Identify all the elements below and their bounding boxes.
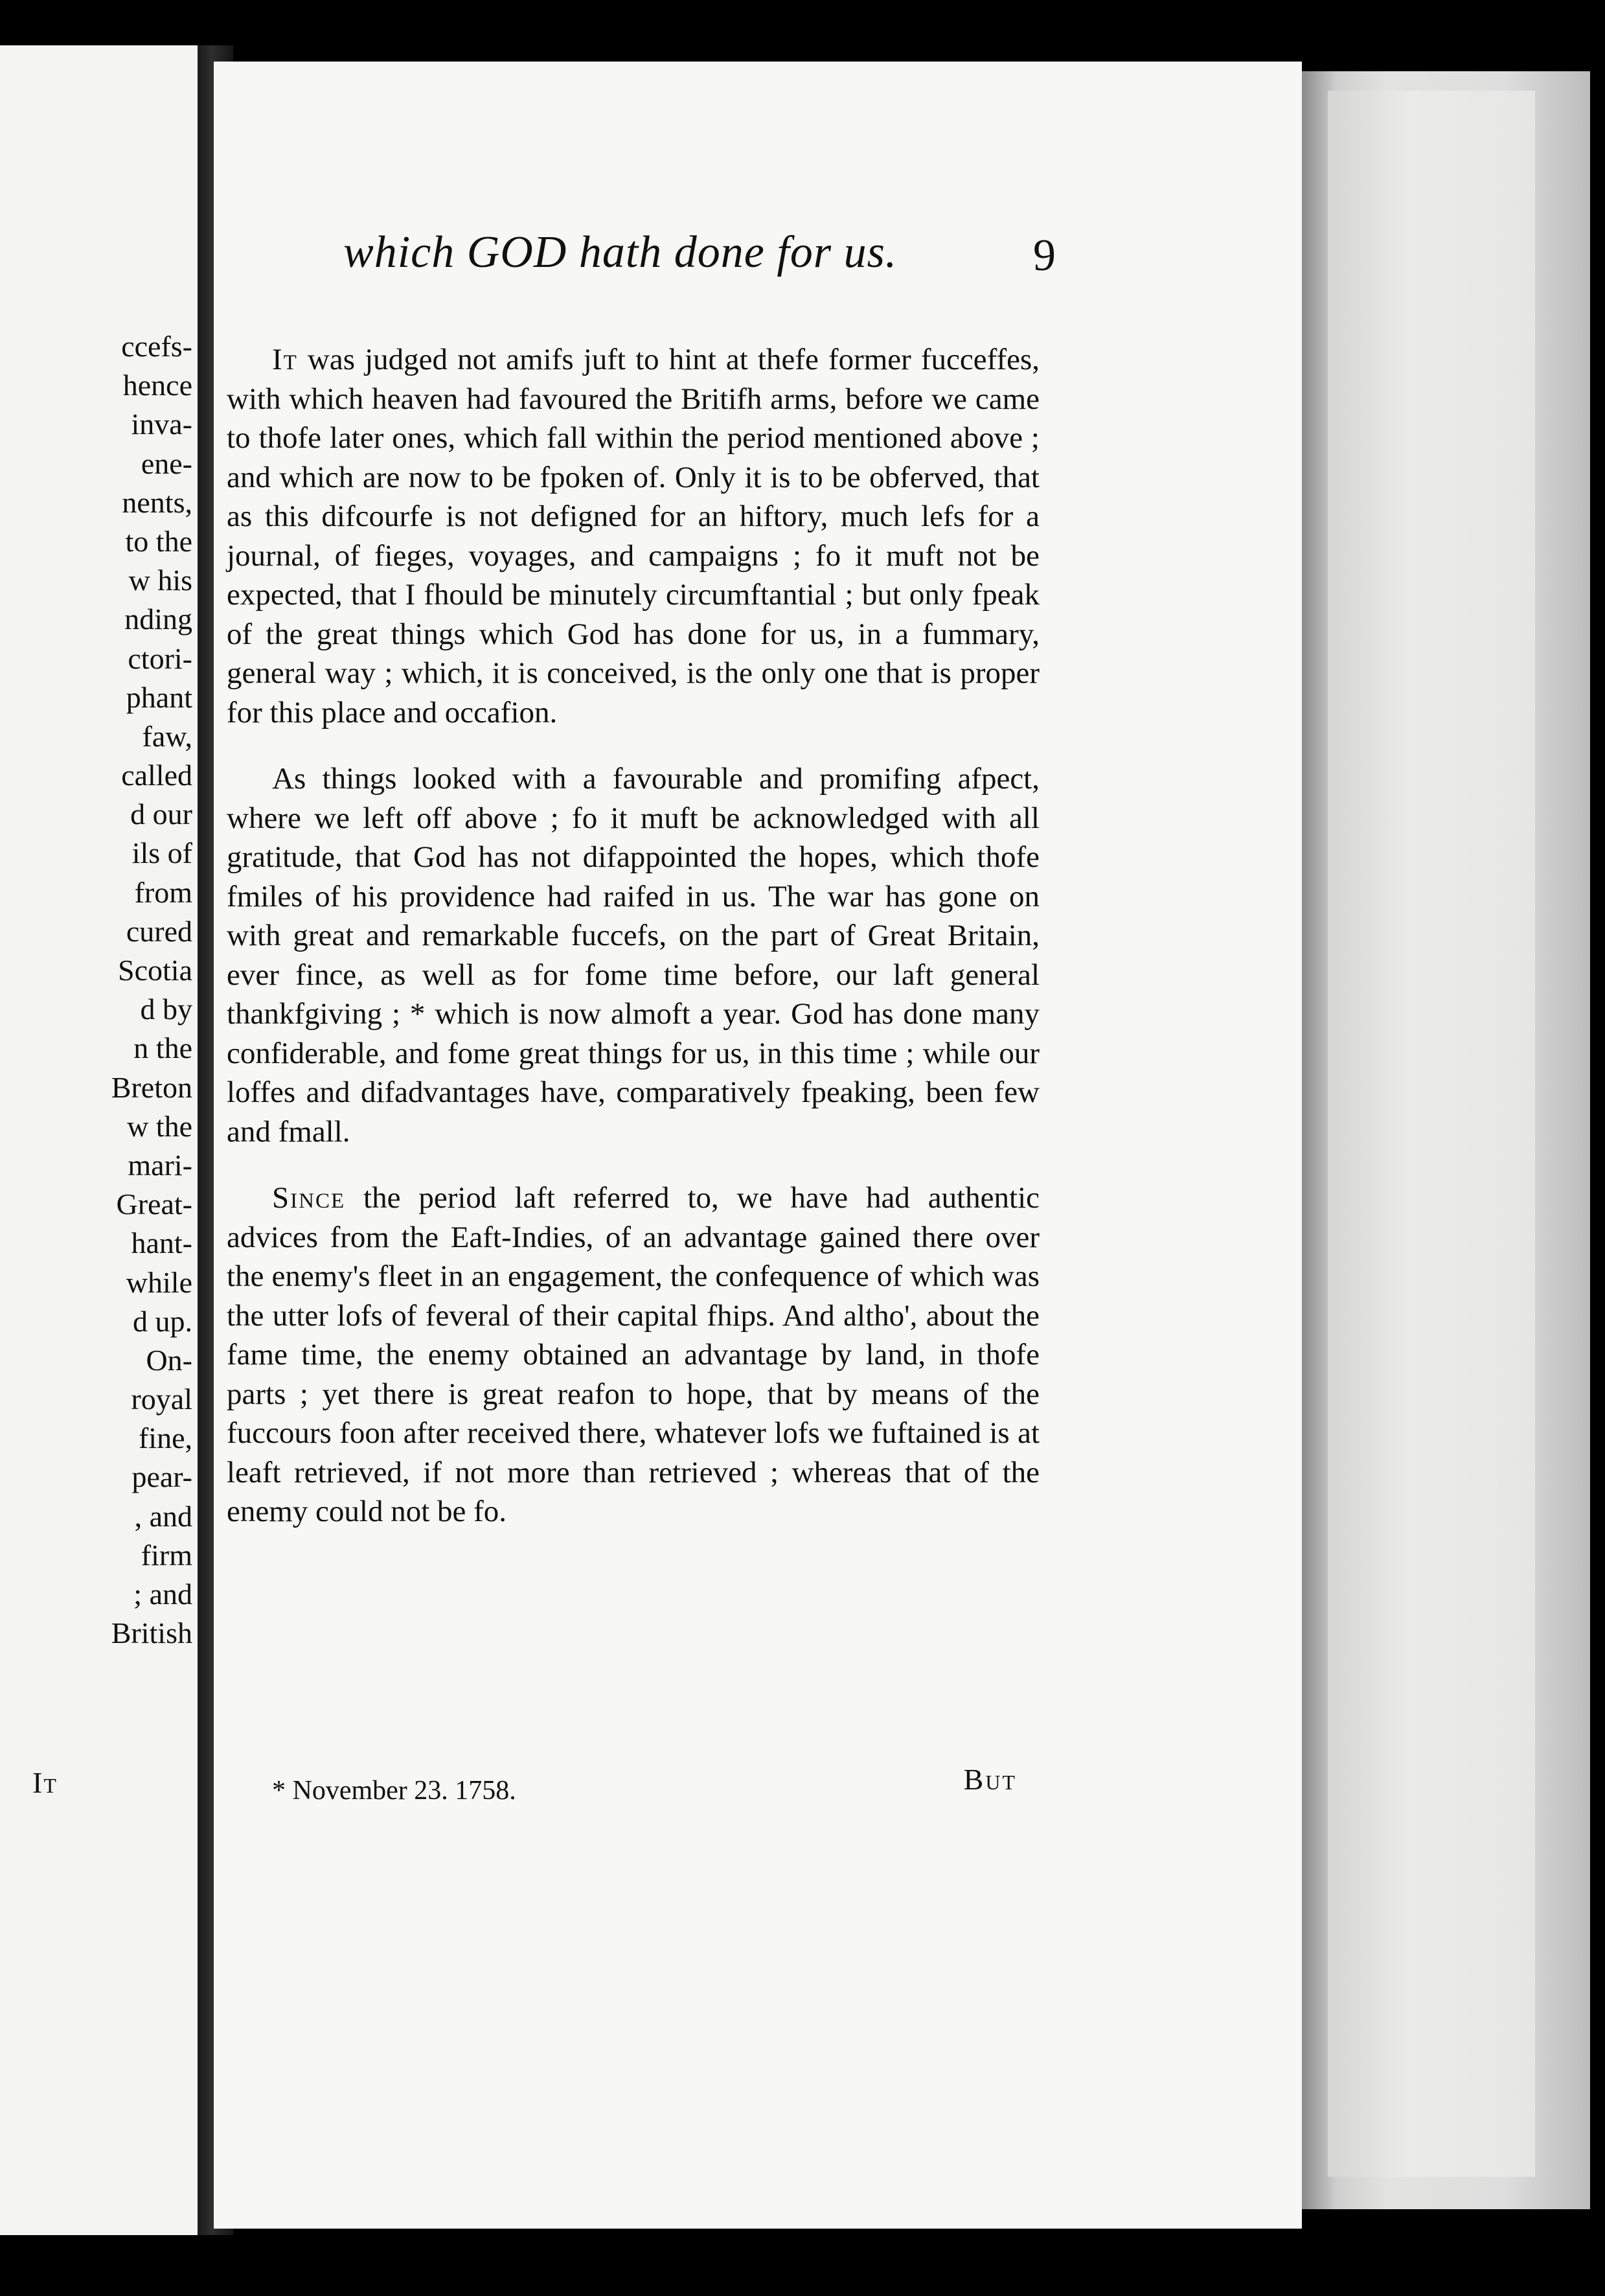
- left-page-line: to the: [125, 524, 192, 558]
- left-page-line: hence: [122, 369, 192, 402]
- left-page-catchword: It: [32, 1766, 58, 1799]
- left-page-line: ene-: [141, 446, 192, 480]
- left-page-line: firm: [141, 1538, 192, 1572]
- catchword: But: [963, 1763, 1017, 1796]
- left-page-line: d up.: [133, 1304, 192, 1338]
- left-facing-page: [0, 45, 198, 2235]
- left-page-line: ; and: [133, 1578, 192, 1611]
- left-page-line: w the: [127, 1109, 192, 1143]
- left-page-line-endings: [111, 327, 192, 1653]
- paragraph-text: the period laft referred to, we have had authentic advices from the Eaft-Indies, of an advantage gained there over the enemy's fleet in an engagement, the confequence of which was the utter lofs of feveral of their capital fhips. And altho', about the fame time, the enemy obtained an advantage by land, in thofe parts ; yet there is great reafon to hope, that by means of the fuccours foon after received there, whatever lofs we fuftained is at leaft retrieved, if not more than retrieved ; whereas that of the enemy could not be fo.: [227, 1181, 1040, 1528]
- paragraph-text: was judged not amifs juft to hint at thefe former fucceffes, with which heaven had favoured the Britifh arms, before we came to thofe later ones, which fall within the period mentioned above ; and which are now to be fpoken of. Only it is to be obferved, that as this difcourfe is not defigned for an hiftory, much lefs for a journal, of fieges, voyages, and campaigns ; fo it muft not be expected, that I fhould be minutely circumftantial ; but only fpeak of the great things which God has done for us, in a fummary, general way ; which, it is conceived, is the only one that is proper for this place and occafion.: [227, 343, 1040, 729]
- left-page-line: d by: [140, 993, 192, 1026]
- left-page-line: fine,: [138, 1421, 192, 1455]
- paragraph-lead-word: It: [272, 343, 298, 376]
- left-page-line: ctori-: [128, 641, 192, 675]
- left-page-line: Breton: [111, 1070, 192, 1104]
- paragraph-3: [227, 1178, 1040, 1532]
- page-number: 9: [1033, 231, 1056, 281]
- left-page-line: d our: [130, 798, 192, 831]
- left-page-line: called: [121, 759, 192, 792]
- left-page-line: nents,: [122, 485, 192, 519]
- left-page-line: n the: [133, 1031, 192, 1065]
- left-page-line: ccefs-: [121, 330, 192, 363]
- body-text: [227, 340, 1040, 1559]
- running-head: which GOD hath done for us.: [343, 227, 898, 277]
- left-page-line: ils of: [131, 836, 192, 870]
- page-footer: [272, 1762, 1017, 1814]
- left-page-line: from: [134, 875, 192, 909]
- paragraph-2: [227, 759, 1040, 1151]
- left-page-line: Scotia: [118, 954, 192, 987]
- left-page-line: pear-: [131, 1460, 192, 1494]
- footnote: * November 23. 1758.: [272, 1776, 516, 1806]
- left-page-line: , and: [134, 1499, 192, 1533]
- left-page-line: while: [126, 1265, 192, 1299]
- left-page-line: hant-: [131, 1226, 192, 1260]
- left-page-line: On-: [146, 1343, 192, 1377]
- paragraph-text: As things looked with a favourable and promifing afpect, where we left off above ; fo it muft be acknowledged with all gratitude, that God has not difappointed the hopes, which thofe fmiles of his providence had raifed in us. The war has gone on with great and remarkable fuccefs, on the part of Great Britain, ever fince, as well as for fome time before, our laft general thankfgiving ; * which is now almoft a year. God has done many confiderable, and fome great things for us, in this time ; while our loffes and difadvantages have, comparatively fpeaking, been few and fmall.: [227, 762, 1040, 1149]
- left-page-line: British: [111, 1616, 192, 1650]
- left-page-line: w his: [128, 564, 192, 597]
- left-page-line: Great-: [116, 1188, 192, 1221]
- right-page-edge-inner: [1328, 91, 1535, 2177]
- left-page-line: cured: [126, 914, 192, 948]
- paragraph-1: [227, 340, 1040, 732]
- left-page-line: phant: [126, 680, 192, 714]
- page-header: [343, 227, 1056, 298]
- left-page-line: nding: [124, 603, 192, 636]
- left-page-line: faw,: [142, 719, 192, 753]
- left-page-line: mari-: [128, 1148, 192, 1182]
- paragraph-lead-word: Since: [272, 1181, 346, 1215]
- left-page-line: inva-: [131, 408, 192, 441]
- left-page-line: royal: [131, 1383, 192, 1416]
